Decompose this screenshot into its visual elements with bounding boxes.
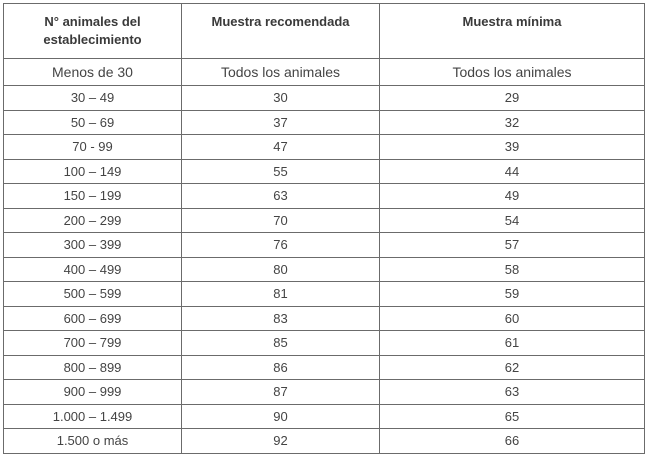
- cell-recommended-sample: 90: [182, 404, 380, 429]
- cell-animal-count: 700 – 799: [4, 331, 182, 356]
- cell-animal-count: 50 – 69: [4, 110, 182, 135]
- cell-animal-count: 400 – 499: [4, 257, 182, 282]
- table-row: [4, 331, 645, 356]
- cell-recommended-sample: 55: [182, 159, 380, 184]
- cell-minimum-sample: 39: [380, 135, 645, 160]
- table-row: [4, 184, 645, 209]
- cell-minimum-sample: 60: [380, 306, 645, 331]
- cell-recommended-sample: 70: [182, 208, 380, 233]
- cell-animal-count: 1.500 o más: [4, 429, 182, 454]
- table-body: [4, 59, 645, 454]
- cell-animal-count: 200 – 299: [4, 208, 182, 233]
- cell-recommended-sample: 86: [182, 355, 380, 380]
- table-row: [4, 404, 645, 429]
- sample-size-table: [3, 3, 645, 454]
- cell-animal-count: 900 – 999: [4, 380, 182, 405]
- cell-recommended-sample: 87: [182, 380, 380, 405]
- table-row: [4, 257, 645, 282]
- cell-recommended-sample: 85: [182, 331, 380, 356]
- cell-minimum-sample: 59: [380, 282, 645, 307]
- table-row: [4, 306, 645, 331]
- cell-minimum-sample: 63: [380, 380, 645, 405]
- cell-recommended-sample: 37: [182, 110, 380, 135]
- cell-minimum-sample: 62: [380, 355, 645, 380]
- table-row: [4, 355, 645, 380]
- cell-animal-count: 300 – 399: [4, 233, 182, 258]
- cell-animal-count: 70 - 99: [4, 135, 182, 160]
- table-row: [4, 282, 645, 307]
- table-row: [4, 429, 645, 454]
- cell-animal-count: 1.000 – 1.499: [4, 404, 182, 429]
- table-row: [4, 59, 645, 86]
- cell-recommended-sample: Todos los animales: [182, 59, 380, 86]
- header-minimum-sample: Muestra mínima: [380, 4, 645, 59]
- cell-minimum-sample: 54: [380, 208, 645, 233]
- table-row: [4, 86, 645, 111]
- cell-animal-count: 100 – 149: [4, 159, 182, 184]
- cell-recommended-sample: 63: [182, 184, 380, 209]
- cell-minimum-sample: 65: [380, 404, 645, 429]
- cell-animal-count: 150 – 199: [4, 184, 182, 209]
- cell-animal-count: Menos de 30: [4, 59, 182, 86]
- cell-minimum-sample: 44: [380, 159, 645, 184]
- cell-recommended-sample: 47: [182, 135, 380, 160]
- cell-recommended-sample: 80: [182, 257, 380, 282]
- table-row: [4, 208, 645, 233]
- table-row: [4, 380, 645, 405]
- cell-recommended-sample: 76: [182, 233, 380, 258]
- cell-recommended-sample: 81: [182, 282, 380, 307]
- cell-animal-count: 800 – 899: [4, 355, 182, 380]
- cell-minimum-sample: 58: [380, 257, 645, 282]
- table-row: [4, 135, 645, 160]
- cell-recommended-sample: 92: [182, 429, 380, 454]
- cell-minimum-sample: 29: [380, 86, 645, 111]
- cell-minimum-sample: 61: [380, 331, 645, 356]
- cell-animal-count: 600 – 699: [4, 306, 182, 331]
- header-row: [4, 4, 645, 59]
- cell-minimum-sample: 49: [380, 184, 645, 209]
- cell-recommended-sample: 30: [182, 86, 380, 111]
- cell-minimum-sample: 32: [380, 110, 645, 135]
- table-row: [4, 233, 645, 258]
- header-animal-count: N° animales del establecimiento: [4, 4, 182, 59]
- cell-minimum-sample: 66: [380, 429, 645, 454]
- header-recommended-sample: Muestra recomendada: [182, 4, 380, 59]
- cell-animal-count: 500 – 599: [4, 282, 182, 307]
- cell-minimum-sample: Todos los animales: [380, 59, 645, 86]
- cell-recommended-sample: 83: [182, 306, 380, 331]
- cell-minimum-sample: 57: [380, 233, 645, 258]
- table-row: [4, 110, 645, 135]
- cell-animal-count: 30 – 49: [4, 86, 182, 111]
- table-row: [4, 159, 645, 184]
